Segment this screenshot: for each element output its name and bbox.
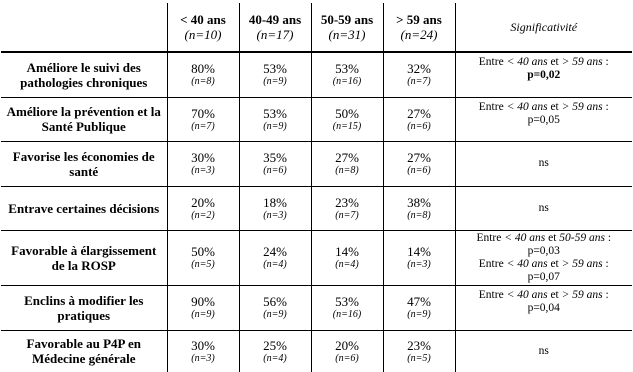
value-cell: 53% (n=9) (239, 97, 311, 141)
value-cell: 30% (n=3) (167, 330, 239, 372)
row-label: Améliore la prévention et la Santé Publique (1, 97, 167, 141)
value-cell: 14% (n=3) (383, 230, 455, 285)
table-row (1, 230, 632, 285)
significance-cell: ns (455, 330, 632, 372)
value-cell: 53% (n=16) (311, 52, 383, 97)
value-cell: 27% (n=8) (311, 141, 383, 186)
value-cell: 27% (n=6) (383, 141, 455, 186)
value-cell: 50% (n=5) (167, 230, 239, 285)
value-cell: 35% (n=6) (239, 141, 311, 186)
value-cell: 24% (n=4) (239, 230, 311, 285)
value-cell: 23% (n=7) (311, 186, 383, 230)
header-group-4: > 59 ans (n=24) (383, 3, 455, 52)
significance-cell: Entre < 40 ans et > 59 ans : p=0,04 (455, 285, 632, 330)
significance-cell: ns (455, 141, 632, 186)
value-cell: 27% (n=6) (383, 97, 455, 141)
row-label: Améliore le suivi des pathologies chroniques (1, 52, 167, 97)
value-cell: 56% (n=9) (239, 285, 311, 330)
table-row (1, 285, 632, 330)
value-cell: 38% (n=8) (383, 186, 455, 230)
value-cell: 90% (n=9) (167, 285, 239, 330)
header-row (1, 3, 632, 52)
table-row (1, 52, 632, 97)
table-row (1, 141, 632, 186)
row-label: Favorable au P4P en Médecine générale (26, 336, 141, 367)
table-row (1, 186, 632, 230)
value-cell: 70% (n=7) (167, 97, 239, 141)
value-cell: 53% (n=16) (311, 285, 383, 330)
value-cell: 50% (n=15) (311, 97, 383, 141)
value-cell: 25% (n=4) (239, 330, 311, 372)
row-label: Enclins à modifier les pratiques (1, 285, 167, 330)
significance-cell: ns (455, 186, 632, 230)
header-group-2: 40-49 ans (n=17) (239, 3, 311, 52)
value-cell: 30% (n=3) (167, 141, 239, 186)
row-label: Entrave certaines décisions (1, 186, 167, 230)
header-significance: Significativité (455, 3, 632, 52)
header-empty-cell (1, 3, 167, 52)
header-group-3: 50-59 ans (n=31) (311, 3, 383, 52)
header-group-1: < 40 ans (n=10) (167, 3, 239, 52)
value-cell: 20% (n=2) (167, 186, 239, 230)
value-cell: 18% (n=3) (239, 186, 311, 230)
row-label: Favorise les économies de santé (1, 141, 167, 186)
value-cell: 47% (n=9) (383, 285, 455, 330)
value-cell: 80% (n=8) (167, 52, 239, 97)
significance-cell: Entre < 40 ans et > 59 ans : p=0,02 (455, 52, 632, 97)
table-row (1, 97, 632, 141)
value-cell: 20% (n=6) (311, 330, 383, 372)
value-cell: 23% (n=5) (383, 330, 455, 372)
value-cell: 14% (n=4) (311, 230, 383, 285)
significance-cell: Entre < 40 ans et > 59 ans : p=0,05 (455, 97, 632, 141)
value-cell: 53% (n=9) (239, 52, 311, 97)
row-label: Favorable à élargissement de la ROSP (1, 230, 167, 285)
results-table (1, 3, 632, 372)
table-row (1, 330, 632, 372)
significance-cell: Entre < 40 ans et 50-59 ans : p=0,03 Entre < 40 ans et > 59 ans : p=0,07 (455, 230, 632, 285)
value-cell: 32% (n=7) (383, 52, 455, 97)
